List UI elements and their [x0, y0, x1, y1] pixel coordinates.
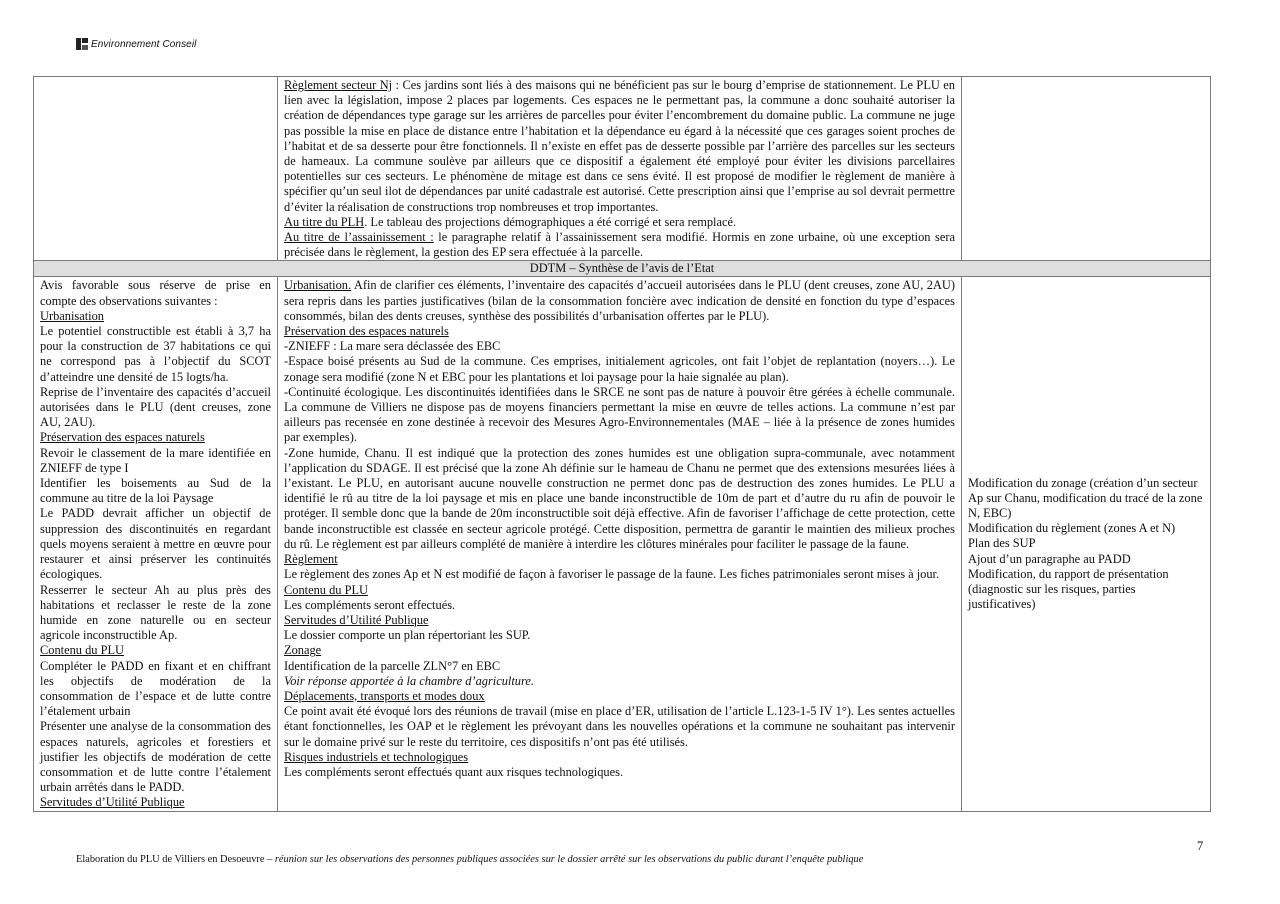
contenu-heading: Contenu du PLU — [40, 643, 124, 658]
contenu-heading: Contenu du PLU — [284, 582, 368, 597]
row1-col2 — [278, 77, 962, 261]
reglement-nj-text: : Ces jardins sont liés à des maisons qui ne bénéficient pas sur le bourg d’emprise de stationnement. Le PLU en lien avec la législation, impose 2 places par logements. Ces espaces ne le permettant pas, la commune a donc souhaité autoriser la création de dépendances type garage sur les arrières de parcelles pour éviter l’encombrement du domaine public. La commune ne juge pas possible la mise en place de distance entre l’habitation et la dépendance eu égard à la nécessité que ces garages soient proches de l’habitat et de sa desserte pour être fonctionnels. Il n’existe en effet pas de desserte possible par l’arrière des parcelles sur les secteurs de hameaux. La commune soulève par ailleurs que ce dispositif a également été employé pour éviter les divisions parcellaires potentielles sur ces secteurs. Le phénomène de mitage est dans ce sens évité. Il est proposé de modifier le règlement de manière à spécifier qu’un seul ilot de dépendances par unité cadastrale est autorisé. Cette prescription ainsi que l’emprise au sol devrait permettre d’éviter la réalisation de constructions trop nombreuses et trop importantes. — [284, 78, 955, 214]
assainissement-text: le paragraphe relatif à l’assainissement sera modifié. Hormis en zone urbaine, où une exception sera précisée dans le règlement, la gestion des EP sera effectuée à la parcelle. — [284, 230, 955, 260]
row1-col3-empty — [962, 77, 1211, 261]
modification-line: Plan des SUP — [968, 536, 1036, 551]
ddtm-section-title: DDTM – Synthèse de l’avis de l’Etat — [34, 261, 1211, 277]
deplacements-heading: Déplacements, transports et modes doux — [284, 688, 485, 703]
risques-heading: Risques industriels et technologiques — [284, 749, 469, 764]
reglement-nj-heading: Règlement secteur Nj — [284, 78, 393, 92]
row1-col1-empty — [34, 77, 278, 261]
zonage-text: Identification de la parcelle ZLN°7 en EBC — [284, 658, 501, 673]
completer-text: Compléter le PADD en fixant et en chiffrant les objectifs de modération de la consommation de l’espace et de lutte contre l’étalement urbain — [40, 658, 271, 719]
zone-humide-text: -Zone humide, Chanu. Il est indiqué que la protection des zones humides est une obligation supra-communale, avec notamment l’application du SDAGE. Il est précisé que la zone Ah définie sur le hameau de Chanu ne permet que des extensions mesurées liées à l’existant. Le PLU, en autorisant aucune nouvelle construction ne permet donc pas de destruction des zones humides. Le PLU a identifié le rû au titre de la loi paysage et mis en place une bande inconstructible de 10m de part et d’autre du ru afin de pouvoir le protéger. Il semble donc que la bande de 20m inconstructible soit déjà effective. Afin de favoriser l’affichage de cette protection, cette bande inconstructible est classée en secteur agricole protégé. Cette disposition, permettra de garantir le maintien des milieux proches du rû. Le règlement est par ailleurs complété de manière à interdire les clôtures minérales pour faciliter le passage de la faune. — [284, 445, 955, 551]
reglement-heading: Règlement — [284, 552, 338, 567]
preservation-heading: Préservation des espaces naturels — [40, 430, 205, 445]
footer-title: Elaboration du PLU de Villiers en Desoeuvre – — [76, 854, 275, 865]
mare-text: Revoir le classement de la mare identifiée en ZNIEFF de type I — [40, 445, 271, 475]
urbanisation-text: Afin de clarifier ces éléments, l’inventaire des capacités d’accueil autorisées dans le PLU (dent creuses, zone AU, 2AU) sera repris dans les parties justificatives (bilan de la consommation foncière avec indication de densité en fonction du type d’espaces consommés, bilan des dents creuses, synthèse des possibilités d’urbanisation offertes par le PLU). — [284, 278, 955, 323]
intro-text: Avis favorable sous réserve de prise en compte des observations suivantes : — [40, 278, 271, 308]
contenu-text: Les compléments seront effectués. — [284, 597, 456, 612]
reprise-text: Reprise de l’inventaire des capacités d’accueil autorisées dans le PLU (dent creuses, zone AU, 2AU). — [40, 384, 271, 430]
espace-boise-text: -Espace boisé présents au Sud de la commune. Ces emprises, initialement agricoles, ont fait l’objet de replantation (noyers…). Le zonage sera modifié (zone N et EBC pour les plantations et loi paysage pour la haie signalée au plan). — [284, 354, 955, 384]
table-row — [34, 277, 1211, 811]
assainissement-heading: Au titre de l’assainissement : — [284, 230, 434, 245]
ec-logo-mark-icon — [76, 38, 88, 50]
header-logo — [76, 38, 197, 50]
risques-text: Les compléments seront effectués quant aux risques technologiques. — [284, 764, 624, 779]
logo-text: Environnement Conseil — [91, 38, 197, 50]
servitudes-heading: Servitudes d’Utilité Publique — [40, 795, 185, 810]
plh-text: . Le tableau des projections démographiques a été corrigé et sera remplacé. — [364, 214, 737, 229]
modification-line: Modification, du rapport de présentation (diagnostic sur les risques, parties justificatives) — [968, 566, 1169, 612]
plh-heading: Au titre du PLH — [284, 214, 365, 229]
voir-reponse-text: Voir réponse apportée à la chambre d’agriculture. — [284, 673, 534, 688]
ddtm-responses-cell — [278, 277, 962, 811]
znieff-text: -ZNIEFF : La mare sera déclassée des EBC — [284, 339, 501, 354]
modification-line: Ajout d’un paragraphe au PADD — [968, 551, 1131, 566]
modification-line: Modification du zonage (création d’un secteur Ap sur Chanu, modification du tracé de la zone N, EBC) — [968, 475, 1203, 520]
modifications-cell — [962, 277, 1211, 811]
continuite-text: -Continuité écologique. Les discontinuités identifiées dans le SRCE ne sont pas de nature à pouvoir être gérées à échelle communale. La commune de Villiers ne dispose pas de moyens financiers permettant la mise en œuvre de telles actions. La commune n’est par ailleurs pas recensée en zone destinée à recevoir des Mesures Agro-Environnementales (MAE – liée à la présence de zones humides par exemples). — [284, 384, 955, 445]
urbanisation-heading: Urbanisation. — [284, 278, 352, 293]
page-footer — [76, 854, 863, 865]
table-row — [34, 77, 1211, 261]
potentiel-text: Le potentiel constructible est établi à 3,7 ha pour la construction de 37 habitations ce qui ne correspond pas à l’objectif du SCOT d’atteindre une densité de 15 logts/ha. — [40, 324, 271, 384]
footer-subtitle: réunion sur les observations des personnes publiques associées sur le dossier arrêté sur les observations du public durant l’enquête publique — [274, 854, 864, 865]
servitudes-heading: Servitudes d’Utilité Publique — [284, 612, 429, 627]
zonage-heading: Zonage — [284, 643, 322, 658]
padd-text: Le PADD devrait afficher un objectif de suppression des discontinuités en regardant quels moyens seraient à mettre en œuvre pour restaurer et ainsi préserver les continuités écologiques. — [40, 506, 271, 582]
page-number: 7 — [1197, 839, 1204, 853]
resserrer-text: Resserrer le secteur Ah au plus près des habitations et reclasser le reste de la zone humide en zone naturelle ou en secteur agricole inconstructible Ap. — [40, 582, 271, 643]
deplacements-text: Ce point avait été évoqué lors des réunions de travail (mise en place d’ER, utilisation de l’article L.123-1-5 IV 1°). Les sentes actuelles étant fonctionnelles, les OAP et le règlement les prévoyant dans les nouvelles opérations et la commune ne souhaitant pas intervenir sur le domaine privé sur le reste du territoire, ces dispositifs n’ont pas été utilisés. — [284, 704, 955, 749]
urbanisation-heading: Urbanisation — [40, 308, 105, 323]
section-band-row — [34, 261, 1211, 277]
analyse-text: Présenter une analyse de la consommation des espaces naturels, agricoles et forestiers et justifier les objectifs de modération de cette consommation et de lutte contre l’étalement urbain arrêtés dans le PADD. — [40, 719, 271, 795]
servitudes-text: Le dossier comporte un plan répertoriant les SUP. — [284, 628, 531, 643]
modification-line: Modification du règlement (zones A et N) — [968, 521, 1176, 536]
observations-table — [33, 76, 1211, 812]
ddtm-observations-cell — [34, 277, 278, 811]
reglement-text: Le règlement des zones Ap et N est modifié de façon à favoriser le passage de la faune. Les fiches patrimoniales seront mises à jour. — [284, 567, 940, 582]
preservation-heading: Préservation des espaces naturels — [284, 324, 449, 339]
boisements-text: Identifier les boisements au Sud de la commune au titre de la loi Paysage — [40, 476, 271, 506]
